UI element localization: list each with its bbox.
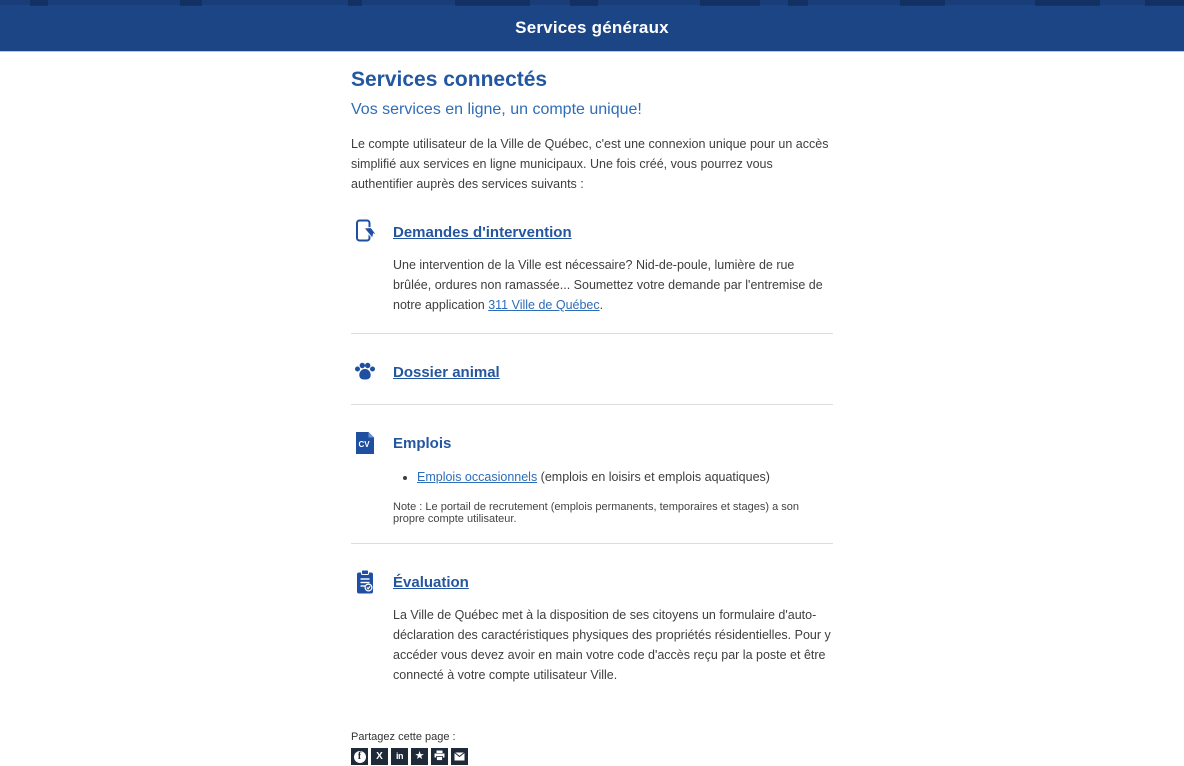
banner-artifact [455,0,530,6]
section-demandes-intervention [351,218,833,334]
banner-artifact [30,0,48,6]
banner-artifact [570,0,598,6]
clipboard-check-icon [351,568,379,596]
evaluation-text: La Ville de Québec met à la disposition de ses citoyens un formulaire d'auto-déclaration des caractéristiques physiques des propriétés résidentielles. Pour y accéder vous devez avoir en main votre code d'accès reçu par la poste et être connecté à votre compte utilisateur Ville. [393,608,831,682]
facebook-icon: f [354,751,366,763]
intro-paragraph: Le compte utilisateur de la Ville de Québec, c'est une connexion unique pour un accès simplifié aux services en ligne municipaux. Une fois créé, vous pourrez vous authentifier auprès des services suivants : [351,137,829,191]
share-label: Partagez cette page : [351,731,456,743]
envelope-icon [454,748,465,766]
banner-title: Services généraux [515,17,669,37]
banner-artifact [180,0,202,6]
phone-touch-icon [351,218,379,246]
evaluation-link[interactable]: Évaluation [393,573,469,591]
demandes-text-before: Une intervention de la Ville est nécessaire? Nid-de-poule, lumière de rue brûlée, ordures non ramassée... Soumettez votre demande par l'entremise de notre application [393,258,823,312]
share-buttons [351,748,833,765]
share-block [351,731,833,765]
svg-text:CV: CV [358,440,370,449]
section-dossier-animal [351,358,833,405]
share-x-button[interactable] [371,748,388,765]
demandes-intervention-link[interactable]: Demandes d'intervention [393,223,572,241]
separator [351,333,833,334]
paw-icon [351,358,379,386]
banner-artifact [1035,0,1100,6]
share-linkedin-button[interactable] [391,748,408,765]
demandes-text-after: . [599,298,604,312]
emplois-list-item-rest: (emplois en loisirs et emplois aquatiques) [537,470,770,484]
main-content [351,52,833,765]
dossier-animal-link[interactable]: Dossier animal [393,363,500,381]
banner-artifact [900,0,945,6]
emplois-list [403,467,833,487]
separator [351,404,833,405]
page-subtitle: Vos services en ligne, un compte unique! [351,101,642,118]
section-emplois [351,429,833,544]
emplois-list-item [417,467,833,487]
page-title: Services connectés [351,68,548,91]
banner-artifact [788,0,808,6]
linkedin-icon: in [396,751,403,761]
banner-artifact [348,0,362,6]
banner-artifact [700,0,760,6]
link-311-ville-de-quebec[interactable]: 311 Ville de Québec [488,298,600,312]
printer-icon [434,748,445,766]
emplois-occasionnels-link[interactable]: Emplois occasionnels [417,470,538,484]
emplois-note: Note : Le portail de recrutement (emplois permanents, temporaires et stages) a son propre compte utilisateur. [393,501,799,525]
star-icon: ★ [414,750,425,762]
share-email-button[interactable] [451,748,468,765]
share-print-button[interactable] [431,748,448,765]
emplois-title: Emplois [393,434,452,452]
banner-artifact [1145,0,1184,6]
share-facebook-button[interactable] [351,748,368,765]
separator [351,543,833,544]
x-icon: X [376,750,383,762]
cv-document-icon [351,429,379,457]
page-banner [0,0,1184,52]
share-favorite-button[interactable] [411,748,428,765]
demandes-intervention-text [393,255,833,315]
section-evaluation [351,568,833,685]
